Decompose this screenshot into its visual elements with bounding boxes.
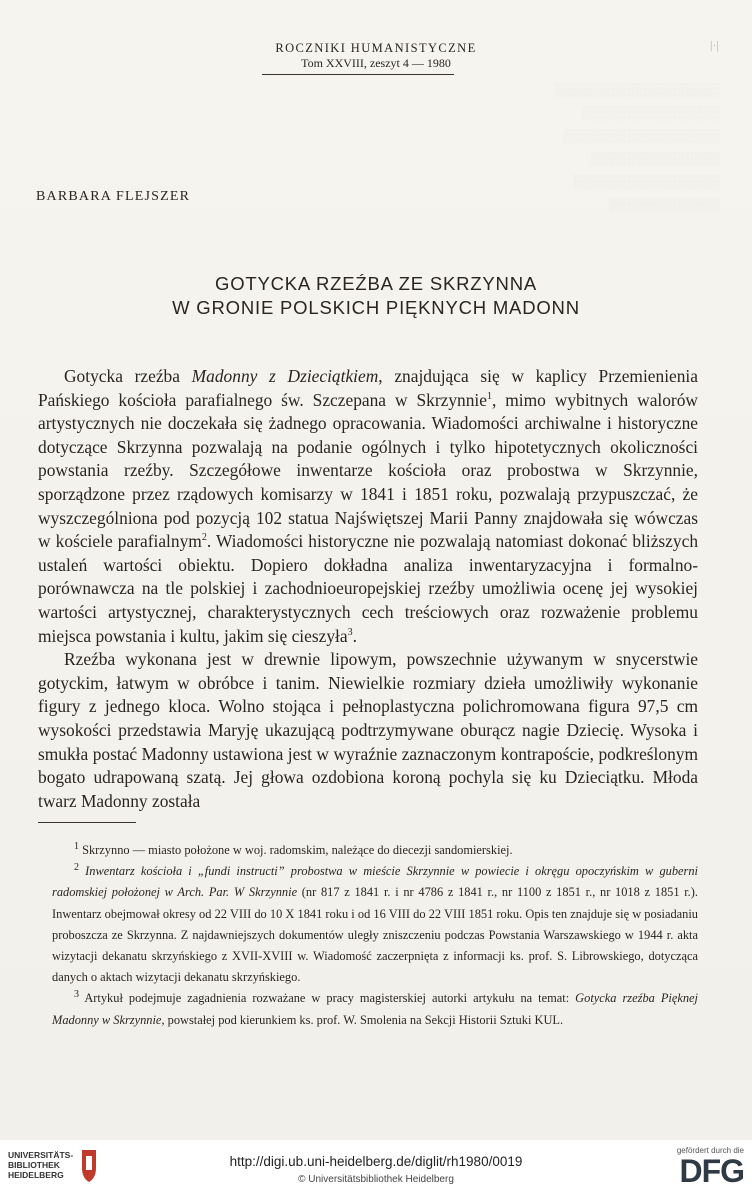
footnote-1 [52,840,698,861]
dfg-funding-label: gefördert durch die [676,1146,744,1155]
dfg-logo[interactable] [656,1146,744,1190]
copyright-notice: © Universitätsbibliothek Heidelberg [298,1174,454,1185]
library-name-line-3: HEIDELBERG [8,1170,64,1180]
footnote-number-2: 2 [74,862,79,874]
journal-issue: Tom XXVIII, zeszyt 4 — 1980 [301,56,451,70]
article-title [0,272,752,320]
footnote-ref-1[interactable]: 1 [486,390,492,402]
title-line-1: GOTYCKA RZEŹBA ZE SKRZYNNA [215,273,537,294]
p1-text-a: Gotycka rzeźba [64,366,192,386]
margin-mark: |·| [710,38,719,52]
p1-text-c: , mimo wybitnych walorów artystycznych nie doczekała się żadnego opracowania. Wiadomości archiwalne i historyczne dotyczące Skrzynna pozwalają na podanie ogólnych i tylko hipotetycznych okoliczności powstania rzeźby. Szczegółowe inwentarze kościoła oraz probostwa w Skrzynnie, sporządzone przez rządowych komisarzy w 1841 i 1851 roku, pozwalają przypuszczać, że wyszczególniona pod pozycją 102 statua Najświętszej Marii Panny znajdowała się wówczas w kościele parafialnym [38,389,698,552]
library-name-line-1: UNIVERSITÄTS- [8,1150,74,1160]
article-body [38,365,698,813]
footnote-2-italic: Inwentarz kościoła i „fundi instructi” probostwa w mieście Skrzynnie w powiecie i okręgu opoczyńskim w guberni radomskiej położonej w Arch. Par. W Skrzynnie [52,864,698,900]
footnote-ref-3[interactable]: 3 [347,626,353,638]
journal-name: ROCZNIKI HUMANISTYCZNE [275,41,477,55]
p1-italic-title: Madonny z Dzieciątkiem [191,366,379,386]
footnote-2-text: (nr 817 z 1841 r. i nr 4786 z 1841 r., nr 1100 z 1851 r., nr 1018 z 1851 r.). Inwentarz obejmował okresy od 22 VIII do 10 X 1841 roku i od 16 VIII do 22 VIII 1851 roku. Opis ten znajduje się w posiadaniu proboszcza ze Skrzynna. Z najdawniejszych dokumentów uległy zniszczeniu podczas Powstania Warszawskiego w 1944 r. akta wizytacji dekanatu skrzyńskiego z XVII-XVIII w. Wiadomość zaczerpnięta z informacji ks. prof. S. Librowskiego, dotycząca danych o aktach wizytacji dekanatu skrzyńskiego. [52,885,698,985]
library-name-line-2: BIBLIOTHEK [8,1160,60,1170]
footnote-ref-2[interactable]: 2 [201,532,207,544]
footnote-rule [38,822,136,823]
footnote-1-text: Skrzynno — miasto położone w woj. radomskim, należące do diecezji sandomierskiej. [79,843,513,857]
footnote-3 [52,988,698,1030]
footnote-2 [52,861,698,988]
viewer-footer [0,1140,752,1196]
p1-text-b: , znajdująca się w kaplicy Przemienienia Pańskiego kościoła parafialnego św. Szczepana w Skrzynnie [38,366,698,410]
permalink-url[interactable]: http://digi.ub.uni-heidelberg.de/diglit/rh1980/0019 [229,1154,523,1169]
p1-text-d: . Wiadomości historyczne nie pozwalają natomiast dokonać bliższych ustaleń wartości obiektu. Dopiero dokładna analiza inwentaryzacyjna i formalno-porównawcza na tle polskiej i zachodnioeuropejskiej rzeźby umożliwia ocenę jej wysokiej wartości artystycznej, charakterystycznych cech treściowych oraz rozważenie problemu miejsca powstania i kultu, jakim się cieszyła [38,531,699,646]
article-author: BARBARA FLEJSZER [36,189,191,204]
title-line-2: W GRONIE POLSKICH PIĘKNYCH MADONN [172,297,580,318]
footnote-3-italic: Gotycka rzeźba Pięknej Madonny w Skrzynnie [52,991,699,1027]
header-rule [262,74,454,75]
paragraph-1 [38,365,698,648]
p1-text-e: . [352,625,357,646]
paragraph-2: Rzeźba wykonana jest w drewnie lipowym, powszechnie używanym w snycerstwie gotyckim, łatwym w obróbce i tanim. Niewielkie rozmiary dzieła umożliwiły wykonanie figury z jednego kloca. Wolno stojąca i pełnoplastyczna polichromowana figura 97,5 cm wysokości przedstawia Maryję ukazującą podtrzymywane oburącz nagie Dziecię. Wysoka i smukła postać Madonny ustawiona jest w wyraźnie zaznaczonym kontrapoście, podkreślonym bogato udrapowaną szatą. Jej głowa ozdobiona koroną pochyla się ku Dzieciątku. Młoda twarz Madonny została [38,649,698,811]
footnote-3-text: Artykuł podejmuje zagadnienia rozważane w pracy magisterskiej autorki artykułu na temat: [79,991,576,1006]
footnotes [52,840,698,1031]
bleed-through-text: ░░░░░░░░░░░░░░░░░░ ░░░░░░░░░░░░░░░ ░░░░░░░░░░░░░░░░░ ░░░░░░░░░░░░░░ ░░░░░░░░░░░░░░░░ ░░░░░░░░░░░░ [554,82,720,212]
dfg-wordmark: DFG [679,1153,744,1189]
footnote-number-3: 3 [74,989,79,1001]
footnote-number-1: 1 [74,840,79,852]
footnote-3-text-end: , powstałej pod kierunkiem ks. prof. W. Smolenia na Sekcji Historii Sztuki KUL. [161,1012,564,1027]
